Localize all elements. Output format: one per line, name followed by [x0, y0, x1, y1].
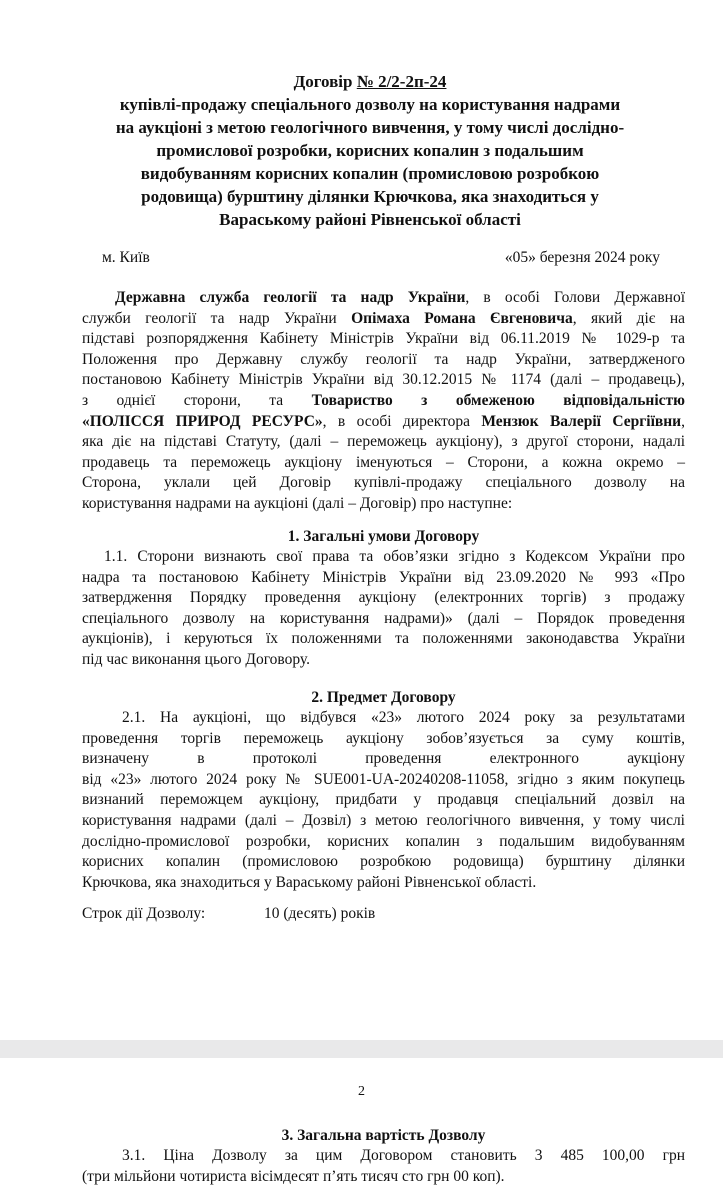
title-line-5: родовища) бурштину ділянки Крючкова, яка знаходиться у — [141, 187, 599, 206]
section-3-line: 3.1. Ціна Дозволу за цим Договором становить 3 485 100,00 грн — [122, 1147, 685, 1164]
section-1-line: аукціонів), і керуються їх положеннями та положеннями законодавства України — [82, 630, 685, 648]
section-3-heading: 3. Загальна вартість Дозволу — [281, 1127, 486, 1144]
place: м. Київ — [102, 249, 150, 266]
preamble-line: Державна служба геології та надр України, в особі Голови Державної — [115, 289, 685, 306]
section-1-body — [82, 547, 685, 671]
preamble — [82, 288, 685, 515]
permit-term-label: Строк дії Дозволу: — [82, 905, 206, 922]
title-line-2: на аукціоні з метою геологічного вивчення, у тому числі дослідно- — [115, 118, 625, 137]
preamble-line: «ПОЛІССЯ ПРИРОД РЕСУРС», в особі директора Мензюк Валерії Сергіївни, — [82, 412, 685, 430]
section-2-body — [82, 708, 685, 893]
page-number: 2 — [358, 1084, 365, 1099]
preamble-line: продавець та переможець аукціону іменуються – Сторони, а кожна окремо – — [82, 453, 685, 471]
section-1-line: 1.1. Сторони визнають свої права та обов’язки згідно з Кодексом України про — [104, 548, 685, 565]
contract-number: № 2/2-2п-24 — [356, 72, 447, 91]
section-1-line: спеціального дозволу на користування надрами)» (далі – Порядок проведення — [82, 609, 685, 627]
section-2-line: визначену в протоколі проведення електронного аукціону — [82, 750, 685, 768]
preamble-line: Сторона, уклали цей Договір купівлі-продажу спеціального дозволу на — [82, 474, 685, 492]
section-2-line: дослідно-промислової розробки, корисних копалин з подальшим видобуванням — [82, 832, 685, 850]
section-2-line: визнаний переможцем аукціону, придбати у продавця спеціальний дозвіл на — [82, 791, 685, 809]
document-page-2 — [0, 1058, 723, 1199]
title-line-0: Договір № 2/2-2п-24 — [293, 72, 447, 91]
section-2-line: корисних копалин (промисловою розробкою родовища) бурштину ділянки — [82, 853, 685, 871]
permit-term-value: 10 (десять) років — [264, 905, 376, 922]
title-line-6: Вараському районі Рівненської області — [219, 210, 521, 229]
preamble-line: з однієї сторони, та Товариство з обмеженою відповідальністю — [82, 391, 685, 409]
title-line-1: купівлі-продажу спеціального дозволу на користування надрами — [119, 95, 621, 114]
section-2-line: Крючкова, яка знаходиться у Вараському районі Рівненської області. — [82, 873, 537, 891]
section-1-line: надра та постановою Кабінету Міністрів України від 23.09.2020 № 993 «Про — [82, 568, 685, 586]
section-2-line: проведення торгів переможець аукціону зобов’язується за суму коштів, — [82, 729, 685, 747]
preamble-line: постановою Кабінету Міністрів України від 30.12.2015 № 1174 (далі – продавець), — [82, 371, 685, 389]
title-line-4: видобуванням корисних копалин (промисловою розробкою — [140, 164, 600, 183]
section-1-line: під час виконання цього Договору. — [82, 650, 311, 668]
section-2-heading: 2. Предмет Договору — [311, 689, 456, 706]
section-3-body — [82, 1146, 685, 1187]
preamble-line: служби геології та надр України Опімаха Романа Євгеновича, який діє на — [82, 309, 685, 327]
section-2-line: від «23» лютого 2024 року № SUE001-UA-20240208-11058, згідно з яким покупець — [82, 770, 685, 788]
section-1-line: затвердження Порядку проведення аукціону (електронних торгів) з продажу — [82, 589, 685, 607]
contract-date: «05» березня 2024 року — [504, 249, 660, 266]
section-2-line: користування надрами (далі – Дозвіл) з метою геологічного вивчення, у тому числі — [82, 811, 685, 829]
preamble-line: яка діє на підставі Статуту, (далі – переможець аукціону), з другої сторони, надалі — [82, 433, 685, 451]
section-2-line: 2.1. На аукціоні, що відбувся «23» лютого 2024 року за результатами — [122, 709, 685, 726]
preamble-line: підставі розпорядження Кабінету Міністрів України від 06.11.2019 № 1029-р та — [82, 330, 685, 348]
preamble-line: Положення про Державну службу геології та надр України, затвердженого — [82, 350, 685, 368]
preamble-line: користування надрами на аукціоні (далі – Договір) про наступне: — [82, 494, 513, 512]
title-line-3: промислової розробки, корисних копалин з подальшим — [156, 141, 584, 160]
section-3-line: (три мільйони чотириста вісімдесят п’ять тисяч сто грн 00 коп). — [82, 1167, 505, 1185]
document-title — [60, 70, 680, 231]
section-1-heading: 1. Загальні умови Договору — [287, 528, 480, 545]
